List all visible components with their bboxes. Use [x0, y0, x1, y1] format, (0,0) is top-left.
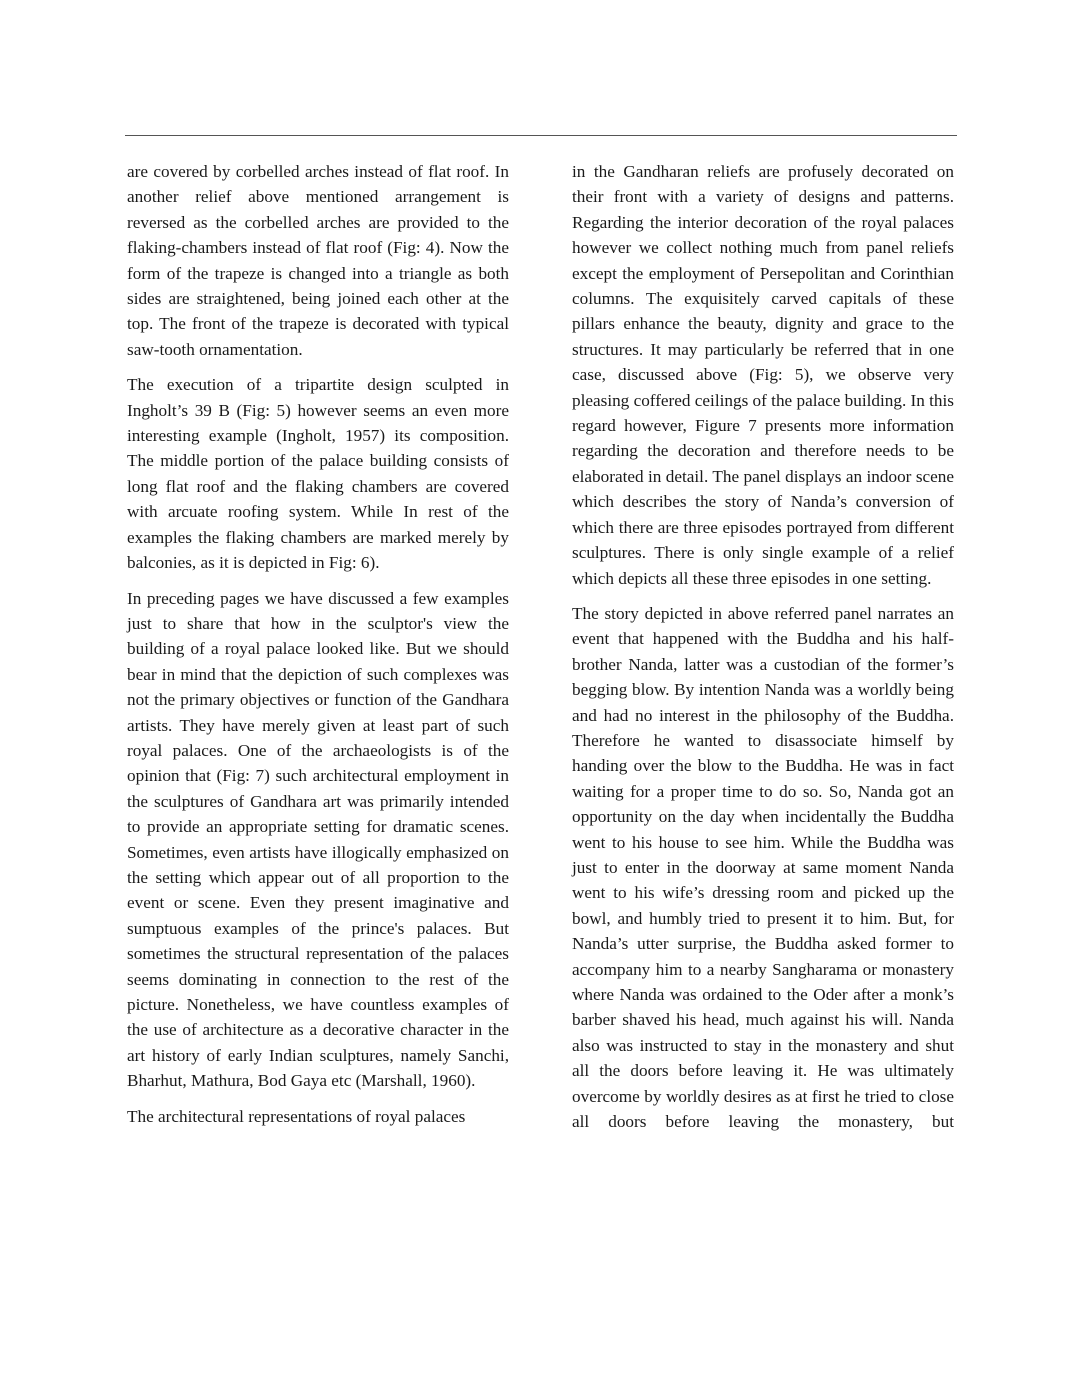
header-rule	[125, 135, 957, 136]
left-paragraph-2: The execution of a tripartite design sculpted in Ingholt’s 39 B (Fig: 5) however seems an even more interesting example (Ingholt, 1957) its composition. The middle portion of the palace building consists of long flat roof and the flaking chambers are covered with arcuate roofing system. While In rest of the examples the flaking chambers are marked merely by balconies, as it is depicted in Fig: 6).	[127, 375, 509, 573]
left-paragraph-1: are covered by corbelled arches instead of flat roof. In another relief above mentioned arrangement is reversed as the corbelled arches are provided to the flaking-chambers instead of flat roof (Fig: 4). Now the form of the trapeze is changed into a triangle as both sides are straightened, being joined each other at the top. The front of the trapeze is decorated with typical saw-tooth ornamentation.	[127, 162, 509, 359]
right-paragraph-1: in the Gandharan reliefs are profusely decorated on their front with a variety of designs and patterns. Regarding the interior decoration of the royal palaces however we collect nothing much from panel reliefs except the employment of Persepolitan and Corinthian columns. The exquisitely carved capitals of these pillars enhance the beauty, dignity and grace to the structures. It may particularly be referred that in one case, discussed above (Fig: 5), we observe very pleasing coffered ceilings of the palace building. In this regard however, Figure 7 presents more information regarding the decoration and therefore needs to be elaborated in detail. The panel displays an indoor scene which describes the story of Nanda’s conversion of which there are three episodes portrayed from different sculptures. There is only single example of a relief which depicts all these three episodes in one setting.	[572, 162, 954, 588]
left-column	[127, 159, 509, 1139]
right-paragraph-2: The story depicted in above referred panel narrates an event that happened with the Buddha and his half-brother Nanda, latter was a custodian of the former’s begging blow. By intention Nanda was a worldly being and had no interest in the philosophy of the Buddha. Therefore he wanted to disassociate himself by handing over the blow to the Buddha. He was in fact waiting for a proper time to do so. So, Nanda got an opportunity on the day when incidentally the Buddha went to his house to see him. While the Buddha was just to enter in the doorway at same moment Nanda went to his wife’s dressing room and picked up the bowl, and humbly tried to present it to him. But, for Nanda’s utter surprise, the Buddha asked former to accompany him to a nearby Sangharama or monastery where Nanda was ordained to the Oder after a monk’s barber shaved his head, much against his will. Nanda also was instructed to stay in the monastery and shut all the doors before leaving it. He was ultimately overcome by worldly desires as at first he tried to close all doors before leaving the monastery, but	[572, 603, 954, 1132]
right-column	[572, 159, 954, 1144]
left-paragraph-3: In preceding pages we have discussed a few examples just to share that how in the sculptor's view the building of a royal palace looked like. But we should bear in mind that the depiction of such complexes was not the primary objectives or function of the Gandhara artists. They have merely given at least part of such royal palaces. One of the archaeologists is of the opinion that (Fig: 7) such architectural employment in the sculptures of Gandhara art was primarily intended to provide an appropriate setting for dramatic scenes. Sometimes, even artists have illogically emphasized on the setting which appear out of all proportion to the event or scene. Even they present imaginative and sumptuous examples of the prince's palaces. But sometimes the structural representation of the palaces seems dominating in connection to the rest of the picture. Nonetheless, we have countless examples of the use of architecture as a decorative character in the art history of early Indian sculptures, namely Sanchi, Bharhut, Mathura, Bod Gaya etc (Marshall, 1960).	[127, 588, 509, 1091]
left-paragraph-4: The architectural representations of royal palaces	[127, 1106, 466, 1126]
